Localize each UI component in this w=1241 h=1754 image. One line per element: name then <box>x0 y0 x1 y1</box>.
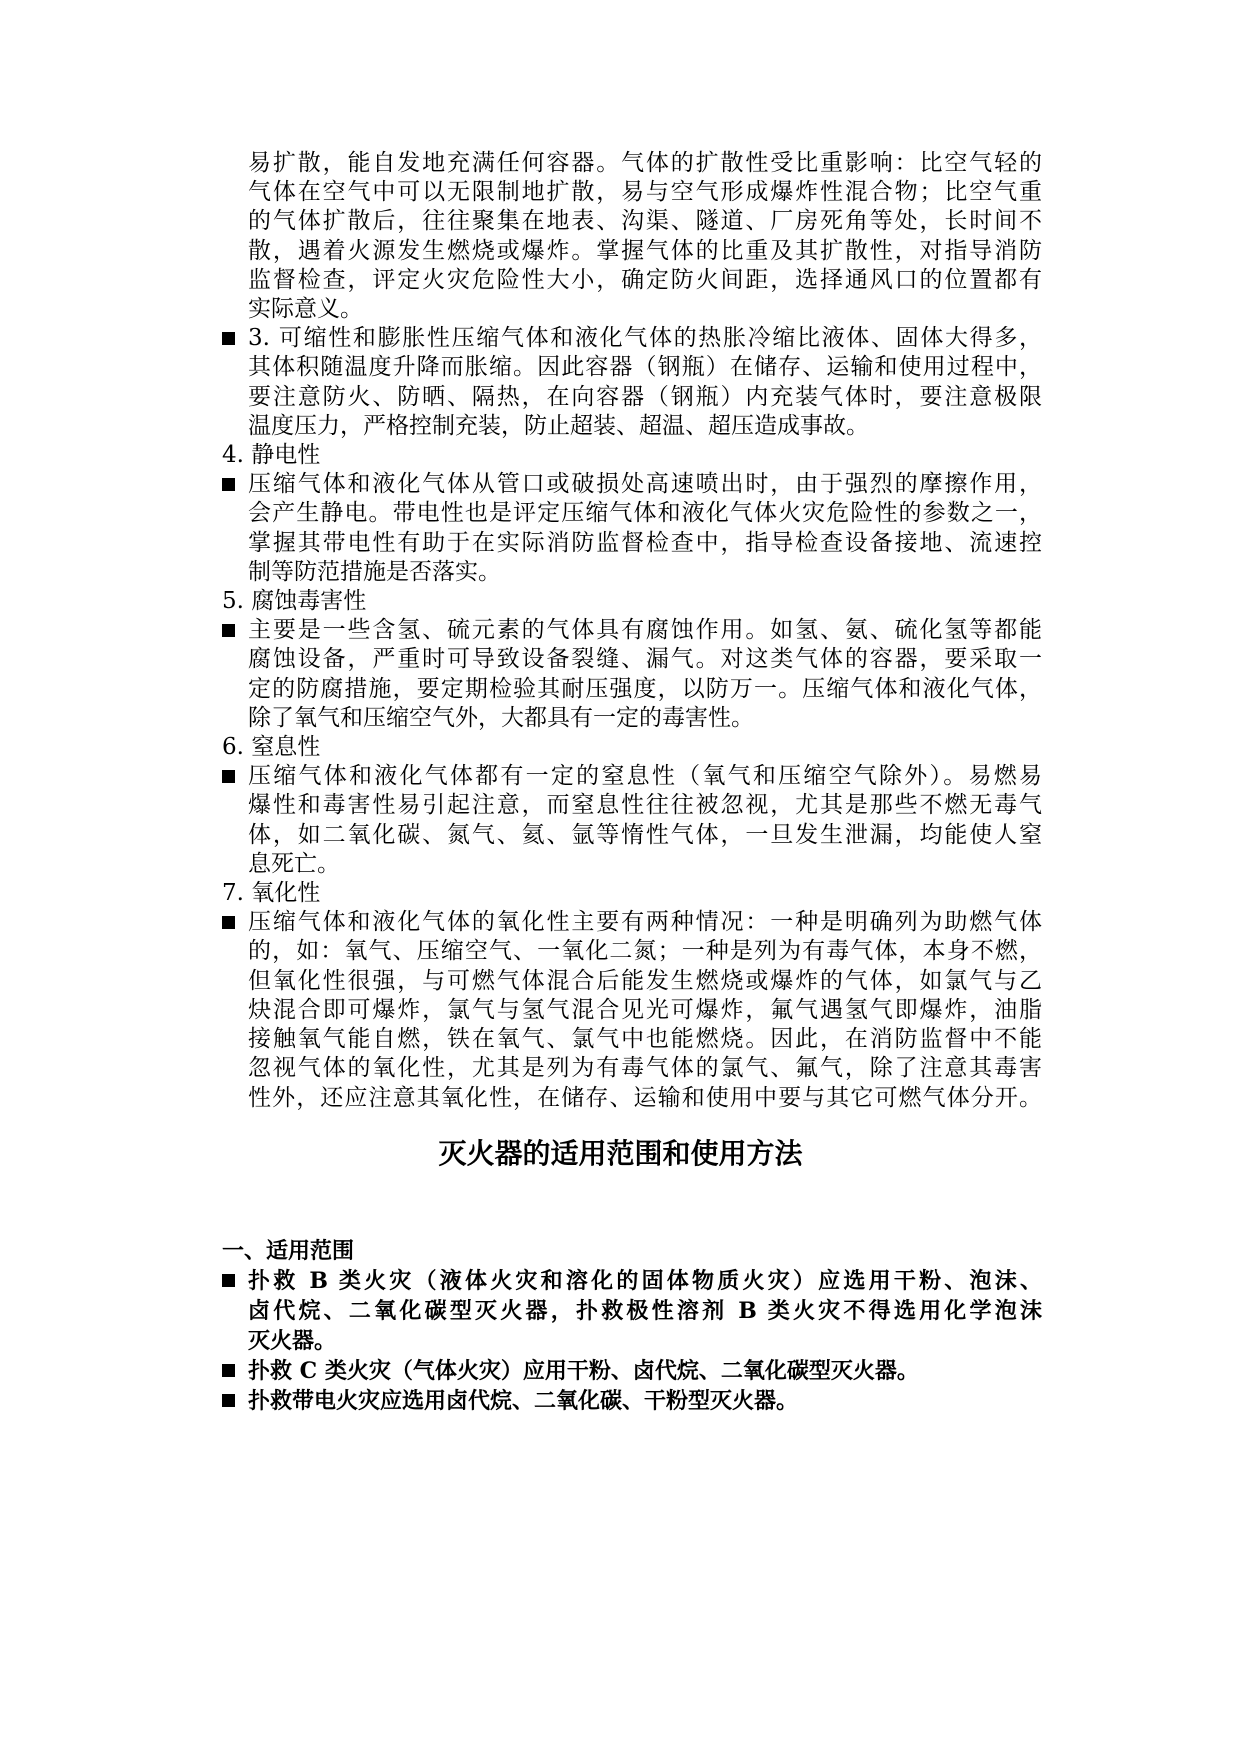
text-line: 监督检查，评定火灾危险性大小，确定防火间距，选择通风口的位置都有 <box>248 266 1042 293</box>
text-line: 的气体扩散后，往往聚集在地表、沟渠、隧道、厂房死角等处，长时间不 <box>248 208 1042 235</box>
section-heading: 一、适用范围 <box>222 1238 355 1264</box>
bullet-item-c-class <box>222 1356 1042 1386</box>
square-bullet-icon <box>222 1394 235 1407</box>
heading-5: 5. 腐蚀毒害性 <box>222 588 367 615</box>
text-line: 腐蚀设备，严重时可导致设备裂缝、漏气。对这类气体的容器，要采取一 <box>248 646 1042 673</box>
text-line: 压缩气体和液化气体从管口或破损处高速喷出时，由于强烈的摩擦作用， <box>248 471 1042 498</box>
text-line: 制等防范措施是否落实。 <box>248 558 501 585</box>
square-bullet-icon <box>222 1274 235 1287</box>
bullet-item-5 <box>222 616 1042 733</box>
square-bullet-icon <box>222 478 235 491</box>
bullet-item-3 <box>222 324 1042 441</box>
text-line: 接触氧气能自燃，铁在氧气、氯气中也能燃烧。因此，在消防监督中不能 <box>248 1026 1042 1053</box>
text-line: 但氧化性很强，与可燃气体混合后能发生燃烧或爆炸的气体，如氯气与乙 <box>248 967 1042 994</box>
heading-4: 4. 静电性 <box>222 442 321 469</box>
text-line: 气体在空气中可以无限制地扩散，易与空气形成爆炸性混合物；比空气重 <box>248 179 1042 206</box>
text-line: 扑救带电火灾应选用卤代烷、二氧化碳、干粉型灭火器。 <box>248 1388 799 1414</box>
text-line: 除了氧气和压缩空气外，大都具有一定的毒害性。 <box>248 704 754 731</box>
bullet-item-electrical <box>222 1386 1042 1416</box>
section-title: 灭火器的适用范围和使用方法 <box>438 1137 803 1170</box>
heading-7: 7. 氧化性 <box>222 880 321 907</box>
heading-6: 6. 窒息性 <box>222 734 321 761</box>
text-line: 主要是一些含氢、硫元素的气体具有腐蚀作用。如氢、氨、硫化氢等都能 <box>248 617 1042 644</box>
text-line: 掌握其带电性有助于在实际消防监督检查中，指导检查设备接地、流速控 <box>248 529 1042 556</box>
section-applicable-scope <box>222 1236 1042 1416</box>
text-line: 压缩气体和液化气体的氧化性主要有两种情况：一种是明确列为助燃气体 <box>248 909 1042 936</box>
text-line: 卤代烷、二氧化碳型灭火器，扑救极性溶剂 B 类火灾不得选用化学泡沫 <box>248 1298 1042 1324</box>
text-line: 压缩气体和液化气体都有一定的窒息性（氧气和压缩空气除外）。易燃易 <box>248 763 1042 790</box>
square-bullet-icon <box>222 624 235 637</box>
text-line: 扑救 B 类火灾（液体火灾和溶化的固体物质火灾）应选用干粉、泡沫、 <box>248 1268 1042 1294</box>
text-line: 性外，还应注意其氧化性，在储存、运输和使用中要与其它可燃气体分开。 <box>248 1084 1042 1111</box>
square-bullet-icon <box>222 332 235 345</box>
square-bullet-icon <box>222 770 235 783</box>
text-line: 散，遇着火源发生燃烧或爆炸。掌握气体的比重及其扩散性，对指导消防 <box>248 237 1042 264</box>
square-bullet-icon <box>222 916 235 929</box>
bullet-item-7 <box>222 908 1042 1112</box>
bullet-item-6 <box>222 762 1042 879</box>
bullet-item-b-class <box>222 1266 1042 1356</box>
text-line: 温度压力，严格控制充装，防止超装、超温、超压造成事故。 <box>248 412 869 439</box>
text-line: 3. 可缩性和膨胀性压缩气体和液化气体的热胀冷缩比液体、固体大得多， <box>248 325 1042 352</box>
paragraph-diffusion <box>222 149 1042 324</box>
text-line: 扑救 C 类火灾（气体火灾）应用干粉、卤代烷、二氧化碳型灭火器。 <box>248 1358 919 1384</box>
text-line: 会产生静电。带电性也是评定压缩气体和液化气体火灾危险性的参数之一， <box>248 500 1042 527</box>
text-line: 体，如二氧化碳、氮气、氦、氩等惰性气体，一旦发生泄漏，均能使人窒 <box>248 821 1042 848</box>
text-line: 定的防腐措施，要定期检验其耐压强度，以防万一。压缩气体和液化气体， <box>248 675 1042 702</box>
text-line: 爆性和毒害性易引起注意，而窒息性往往被忽视，尤其是那些不燃无毒气 <box>248 792 1042 819</box>
bullet-item-4 <box>222 470 1042 587</box>
text-line: 其体积随温度升降而胀缩。因此容器（钢瓶）在储存、运输和使用过程中， <box>248 354 1042 381</box>
text-line: 灭火器。 <box>248 1328 337 1354</box>
text-line: 的，如：氧气、压缩空气、一氧化二氮；一种是列为有毒气体，本身不燃， <box>248 938 1042 965</box>
text-line: 易扩散，能自发地充满任何容器。气体的扩散性受比重影响：比空气轻的 <box>248 150 1042 176</box>
text-line: 忽视气体的氧化性，尤其是列为有毒气体的氯气、氟气，除了注意其毒害 <box>248 1055 1042 1082</box>
text-line: 息死亡。 <box>248 850 340 877</box>
text-line: 炔混合即可爆炸，氯气与氢气混合见光可爆炸，氟气遇氢气即爆炸，油脂 <box>248 996 1042 1023</box>
square-bullet-icon <box>222 1364 235 1377</box>
text-line: 实际意义。 <box>248 296 363 323</box>
document-body <box>222 149 1042 1113</box>
text-line: 要注意防火、防晒、隔热，在向容器（钢瓶）内充装气体时，要注意极限 <box>248 383 1042 410</box>
